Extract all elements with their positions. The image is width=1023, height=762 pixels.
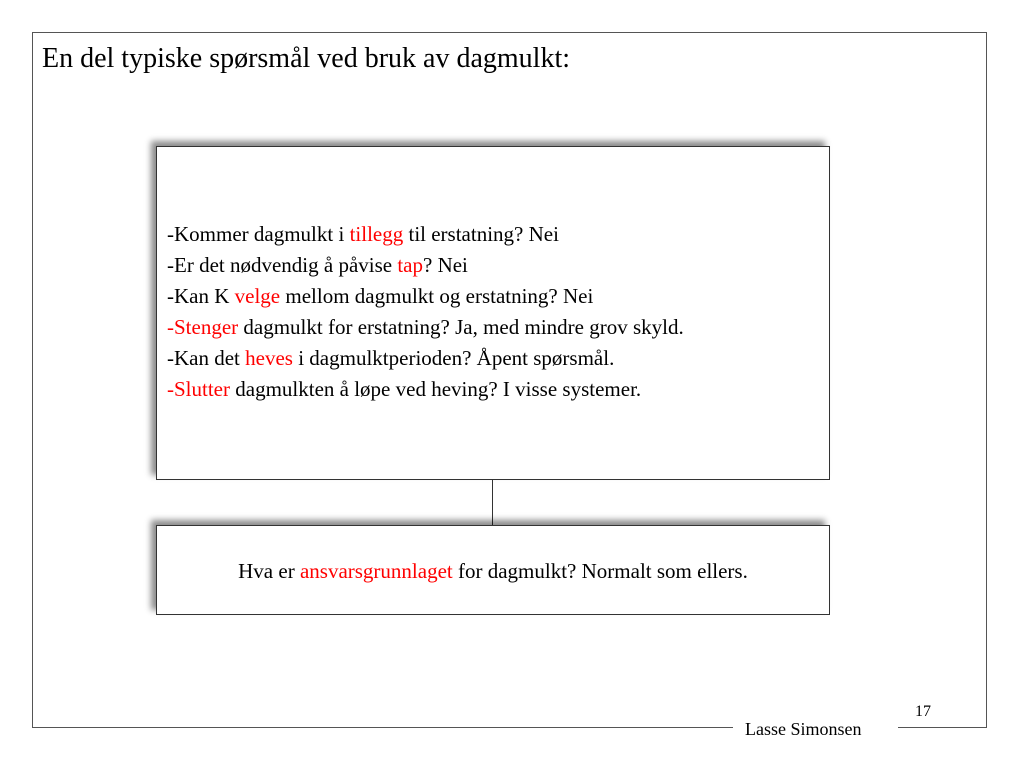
questions-list	[167, 219, 684, 405]
question-line: -Kommer dagmulkt i tillegg til erstatning? Nei	[167, 222, 559, 246]
questions-box	[156, 146, 830, 480]
liability-question: Hva er ansvarsgrunnlaget for dagmulkt? Normalt som ellers.	[238, 559, 748, 583]
liability-box	[156, 525, 830, 615]
question-line: -Slutter dagmulkten å løpe ved heving? I visse systemer.	[167, 377, 642, 401]
question-line: -Stenger dagmulkt for erstatning? Ja, med mindre grov skyld.	[167, 315, 684, 339]
question-line: -Kan det heves i dagmulktperioden? Åpent spørsmål.	[167, 346, 615, 370]
question-line: -Kan K velge mellom dagmulkt og erstatning? Nei	[167, 284, 594, 308]
slide-title: En del typiske spørsmål ved bruk av dagmulkt:	[42, 43, 571, 74]
question-line: -Er det nødvendig å påvise tap? Nei	[167, 253, 468, 277]
page-number: 17	[915, 703, 931, 720]
footer-author: Lasse Simonsen	[745, 719, 862, 739]
connector-line	[492, 480, 493, 525]
